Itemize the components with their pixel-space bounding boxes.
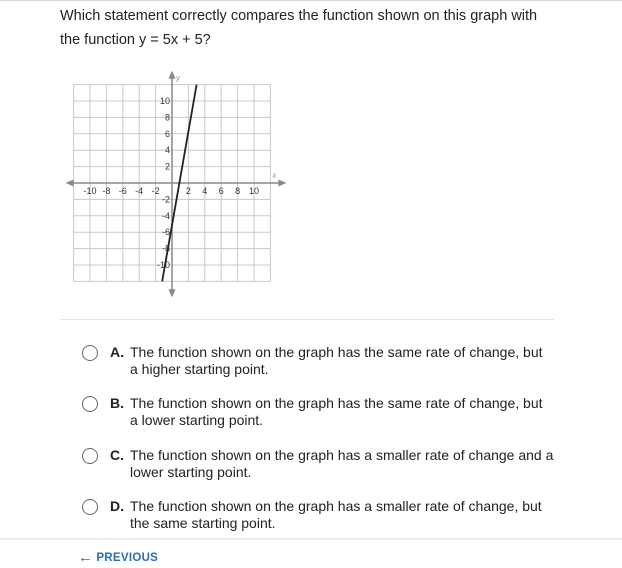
y-tick-label: 4 xyxy=(164,145,170,156)
y-axis-label: y xyxy=(176,73,180,83)
choice-d-letter: D. xyxy=(110,497,124,514)
x-tick-label: 2 xyxy=(185,186,191,196)
x-axis-arrow-left xyxy=(66,180,74,187)
answer-choices xyxy=(80,344,570,549)
radio-a[interactable] xyxy=(82,345,98,361)
x-tick-label: 6 xyxy=(218,186,224,196)
y-tick-label: 6 xyxy=(164,128,170,139)
choice-d[interactable] xyxy=(80,498,570,549)
choice-c-letter: C. xyxy=(110,446,124,463)
y-tick-label: 8 xyxy=(164,112,170,123)
choice-a-text: The function shown on the graph has the same rate of change, but a higher starting point. xyxy=(130,344,543,377)
x-tick-label: 10 xyxy=(248,186,260,196)
question-line-2 xyxy=(60,28,580,52)
choice-b-letter: B. xyxy=(110,395,124,412)
choice-b[interactable] xyxy=(80,395,570,446)
arrow-left-icon: ← xyxy=(78,549,94,566)
x-tick-label: -6 xyxy=(118,186,127,196)
x-tick-label: -10 xyxy=(83,186,97,196)
footer-divider xyxy=(0,538,622,540)
choice-b-text: The function shown on the graph has the same rate of change, but a lower starting point. xyxy=(130,395,543,429)
section-divider xyxy=(60,319,554,320)
previous-button[interactable] xyxy=(78,551,158,565)
question-line-1: Which statement correctly compares the function shown on this graph with xyxy=(60,8,538,24)
coordinate-graph xyxy=(58,68,292,302)
question-text xyxy=(60,4,580,52)
y-tick-label: -2 xyxy=(161,194,170,205)
choice-a[interactable] xyxy=(80,344,570,395)
x-tick-label: -4 xyxy=(135,186,144,196)
choice-d-text: The function shown on the graph has a smaller rate of change, but the same starting point. xyxy=(130,497,542,531)
choice-a-letter: A. xyxy=(110,344,124,360)
choice-c[interactable] xyxy=(80,447,570,498)
choice-c-text: The function shown on the graph has a smaller rate of change and a lower starting point. xyxy=(130,446,554,480)
y-tick-label: -6 xyxy=(161,227,170,238)
x-tick-label: 8 xyxy=(235,186,241,196)
radio-c[interactable] xyxy=(82,448,98,464)
x-tick-label: -8 xyxy=(102,186,111,196)
question-equation: y = 5x + 5? xyxy=(139,32,211,48)
x-axis-label: x xyxy=(272,171,277,180)
radio-b[interactable] xyxy=(82,396,98,412)
y-tick-label: 10 xyxy=(159,96,170,106)
x-tick-label: -2 xyxy=(151,186,160,196)
y-tick-label: 2 xyxy=(164,161,170,172)
question-line-2-prefix: the function xyxy=(60,32,139,48)
x-axis-arrow-right xyxy=(278,180,286,187)
y-tick-label: -4 xyxy=(161,210,170,221)
radio-d[interactable] xyxy=(82,499,98,515)
y-tick-label: -8 xyxy=(161,243,170,254)
y-axis-arrow-down xyxy=(169,289,176,297)
previous-label: PREVIOUS xyxy=(96,552,159,564)
x-tick-label: 4 xyxy=(202,186,208,196)
y-tick-label: -10 xyxy=(156,260,170,270)
y-axis-arrow-up xyxy=(169,71,176,79)
